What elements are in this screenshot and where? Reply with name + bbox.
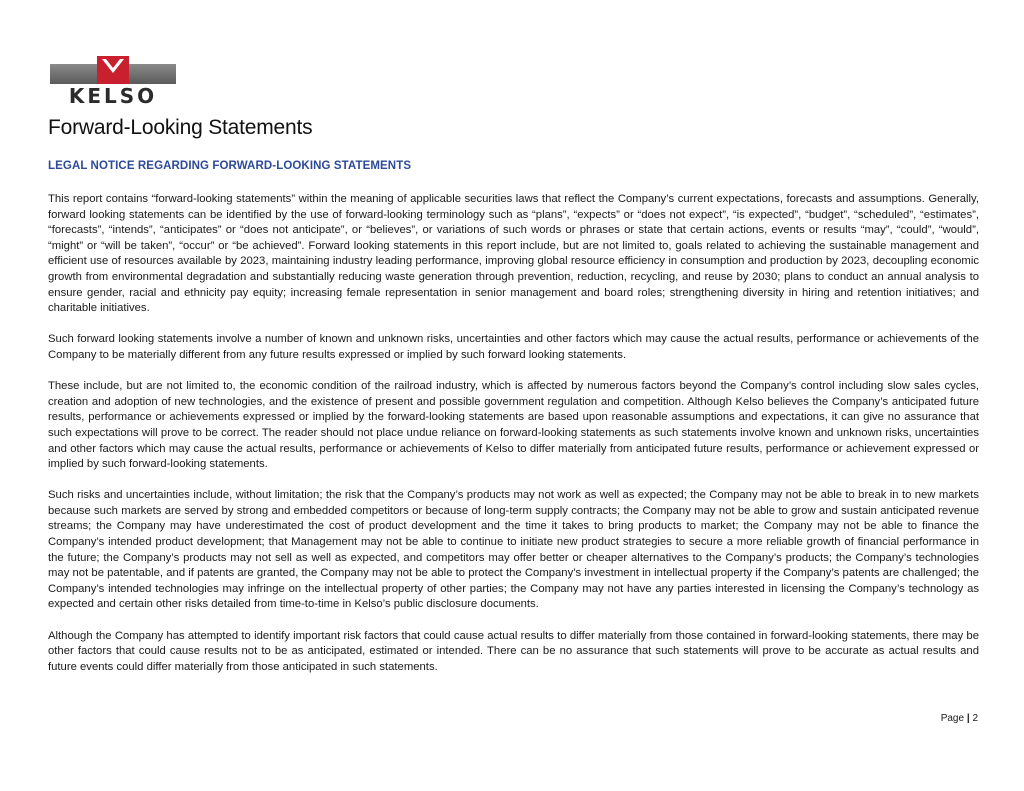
paragraph-economic-factors: These include, but are not limited to, the economic condition of the railroad industry, which is affected by numerous factors beyond the Company’s control including slow sales cycles, creation and adoption of new technologies, and the existence of present and possible government regulation and competition. Although Kelso believes the Company’s anticipated future results, performance or achievements expressed or implied by the forward-looking statements are based upon reasonable assumptions and expectations, it can give no assurance that such expectations will prove to be correct. The reader should not place undue reliance on forward-looking statements as such statements involve known and unknown risks, uncertainties and other factors which may cause the actual results, performance or achievements of Kelso to differ materially from anticipated future results, performance or achievement expressed or implied by such forward-looking statements. bbox=[48, 380, 979, 471]
paragraph-risk-list: Such risks and uncertainties include, without limitation; the risk that the Company’s products may not work as well as expected; the Company may not be able to break in to new markets because such markets are served by strong and embedded competitors or because of long-term supply contracts; the Company may not be able to grow and sustain anticipated revenue streams; the Company may have underestimated the cost of product development and the time it takes to bring products to market; the Company may not be able to finance the Company’s intended product development; that Management may not be able to continue to initiate new product strategies to secure a more reliable growth of financial performance in the future; the Company’s products may not sell as well as expected, and competitors may offer better or cheaper alternatives to the Company’s products; the Company’s technologies may not be patentable, and if patents are granted, the Company may not be able to protect the Company’s investment in intellectual property if the Company’s patents are challenged; the Company’s intended technologies may infringe on the intellectual property of other parties; the Company may not have any parties interested in licensing the Company’s technology as expected and certain other risks detailed from time-to-time in Kelso’s public disclosure documents. bbox=[48, 489, 979, 611]
statement-body bbox=[48, 192, 979, 691]
kelso-logo-mark bbox=[50, 56, 176, 106]
paragraph-risks-summary: Such forward looking statements involve a number of known and unknown risks, uncertainties and other factors which may cause the actual results, performance or achievements of the Company to be materially different from any future results expressed or implied by such forward looking statements. bbox=[48, 333, 979, 361]
logo-wordmark: KELSO bbox=[68, 84, 158, 106]
page-separator: | bbox=[966, 713, 970, 724]
kelso-logo bbox=[50, 56, 176, 106]
page-title: Forward-Looking Statements bbox=[48, 116, 313, 139]
paragraph-intro: This report contains “forward-looking statements” within the meaning of applicable securities laws that reflect the Company’s current expectations, forecasts and assumptions. Generally, forward looking statements can be identified by the use of forward-looking terminology such as “plans”, “expects” or “does not expect”, “is expected”, “budget”, “scheduled”, “estimates”, “forecasts”, “intends”, “anticipates” or “does not anticipate”, or “believes”, or variations of such words or phrases or state that certain actions, events or results “may”, “could”, “would”, “might” or “will be taken”, “occur” or “be achieved”. Forward looking statements in this report include, but are not limited to, goals related to achieving the sustainable management and efficient use of resources available by 2023, maintaining industry leading performance, improving global resource efficiency in consumption and production by 2023, decoupling economic growth from environmental degradation and substantially reducing waste generation through prevention, reduction, recycling, and reuse by 2030; plans to conduct an annual analysis to ensure gender, racial and ethnicity pay equity; increasing female representation in senior management and board roles; strengthening diversity in hiring and retention initiatives; and charitable initiatives. bbox=[48, 193, 979, 315]
page-footer bbox=[941, 713, 978, 724]
paragraph-closing: Although the Company has attempted to identify important risk factors that could cause actual results to differ materially from those contained in forward-looking statements, there may be other factors that could cause results not to be as anticipated, estimated or intended. There can be no assurance that such statements will prove to be accurate as actual results and future events could differ materially from those anticipated in such statements. bbox=[48, 629, 979, 673]
legal-notice-heading: LEGAL NOTICE REGARDING FORWARD-LOOKING STATEMENTS bbox=[48, 160, 412, 172]
page-number: 2 bbox=[972, 713, 978, 724]
page-label: Page bbox=[940, 713, 965, 724]
